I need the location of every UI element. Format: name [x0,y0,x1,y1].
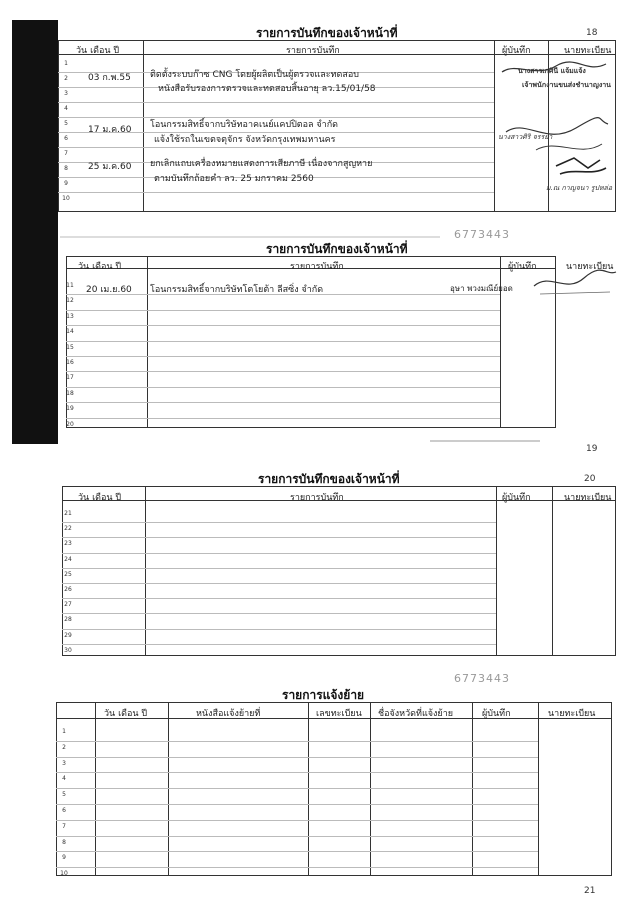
section-title: รายการบันทึกของเจ้าหน้าที่ [258,472,400,486]
signature-text: นางสาวเกศินี แจ้มแจ้ง [518,67,586,75]
header-record: รายการบันทึก [290,493,344,503]
row-number: 15 [66,343,74,351]
row-number: 6 [64,135,68,142]
row-divider [66,341,500,342]
entry-line: โอนกรรมสิทธิ์จากบริษัทโตโยต้า ลีสซิ่ง จำกัด [150,285,324,295]
entry-line: ยกเลิกแถบเครื่องหมายแสดงการเสียภาษี เนื่องจากสูญหาย [150,159,373,169]
row-number: 27 [64,601,72,609]
header-date: วัน เดือน ปี [78,262,122,272]
entry-line: หนังสือรับรองการตรวจและทดสอบสิ้นอายุ ลว.15/01/58 [158,84,376,94]
page-number: 19 [586,444,598,454]
section-title: รายการแจ้งย้าย [282,688,365,702]
row-divider [66,310,500,311]
entry-date: 25 ม.ค.60 [88,162,132,172]
row-divider [58,192,494,193]
row-divider [66,325,500,326]
redaction-bar [12,20,58,444]
header-province: ชื่อจังหวัดที่แจ้งย้าย [378,709,454,719]
row-number: 8 [64,165,68,172]
row-number: 13 [66,312,74,320]
row-number: 4 [62,775,66,783]
header-registrar: นายทะเบียน [566,262,614,272]
row-number: 29 [64,631,72,639]
signature-text: เจ้าพนักงานขนส่งชำนาญงาน [522,81,611,89]
row-number: 1 [64,60,68,67]
section-title: รายการบันทึกของเจ้าหน้าที่ [266,242,408,256]
row-divider [62,553,496,554]
row-divider [56,867,538,868]
header-recorder: ผู้บันทึก [502,46,531,56]
entry-date: 03 ก.พ.55 [88,73,131,83]
row-divider [56,757,538,758]
row-number: 5 [64,120,68,127]
header-record: รายการบันทึก [286,46,340,56]
row-number: 20 [66,420,74,428]
row-number: 24 [64,555,72,563]
row-number: 26 [64,586,72,593]
row-divider [62,583,496,584]
row-divider [56,836,538,837]
row-divider [58,102,494,103]
signature-text: ม.ณ กาญจนา รูปหล่อ [546,184,613,192]
row-number: 12 [66,297,74,305]
row-number: 11 [66,282,74,289]
page-number: 20 [584,474,596,484]
row-number: 19 [66,405,74,413]
row-number: 16 [66,359,74,366]
row-number: 3 [64,90,68,97]
section-title: รายการบันทึกของเจ้าหน้าที่ [256,26,398,40]
row-number: 1 [62,728,66,735]
row-number: 2 [64,75,68,82]
row-divider [56,851,538,852]
row-number: 6 [62,807,66,814]
row-number: 9 [64,180,68,187]
page-number: 21 [584,886,596,896]
header-registrar: นายทะเบียน [564,46,612,56]
row-divider [66,387,500,388]
row-divider [66,371,500,372]
row-divider [56,772,538,773]
row-divider [62,522,496,523]
row-number: 28 [64,616,72,624]
stamp-number: 6773443 [454,672,510,685]
row-divider [66,402,500,403]
header-recorder: ผู้บันทึก [482,709,511,719]
page-number: 18 [586,28,598,38]
header-regno: เลขทะเบียน [316,709,362,719]
row-divider [62,598,496,599]
row-divider [62,644,496,645]
row-divider [56,804,538,805]
row-number: 25 [64,570,72,578]
row-number: 7 [64,150,68,157]
row-divider [56,820,538,821]
recorder-name: อุษา พวงมณีย์ยอด [450,284,513,293]
row-number: 14 [66,328,74,336]
row-divider [58,147,494,148]
row-number: 22 [64,525,72,533]
row-divider [66,356,500,357]
entry-line: แจ้งใช้รถในเขตจตุจักร จังหวัดกรุงเทพมหานคร [154,135,336,145]
signature-text: นางสาวศิริ จรรยา [498,133,553,141]
row-number: 5 [62,791,66,799]
row-number: 4 [64,105,68,112]
entry-date: 20 เม.ย.60 [86,285,132,295]
header-registrar: นายทะเบียน [564,493,612,503]
row-number: 10 [62,195,70,202]
row-number: 8 [62,838,66,846]
row-divider [62,629,496,630]
row-number: 7 [62,822,66,830]
signature-scribbles [530,266,620,300]
signature-scribbles [496,58,614,198]
entry-line: ตามบันทึกถ้อยคำ ลว. 25 มกราคม 2560 [154,174,314,184]
row-divider [56,741,538,742]
row-divider [62,537,496,538]
header-date: วัน เดือน ปี [78,493,122,503]
header-notice: หนังสือแจ้งย้ายที่ [196,709,261,719]
row-divider [56,788,538,789]
row-divider [66,418,500,419]
row-divider [62,568,496,569]
row-number: 18 [66,389,74,397]
stamp-number: 6773443 [454,228,510,241]
entry-date: 17 ม.ค.60 [88,125,132,135]
header-record: รายการบันทึก [290,262,344,272]
row-number: 2 [62,743,66,751]
row-number: 3 [62,759,66,767]
entry-line: โอนกรรมสิทธิ์จากบริษัทอาคเนย์แคปปิตอล จำกัด [150,120,339,130]
row-divider [62,613,496,614]
header-recorder: ผู้บันทึก [502,493,531,503]
row-number: 17 [66,374,74,382]
header-date: วัน เดือน ปี [76,46,120,56]
header-registrar: นายทะเบียน [548,709,596,719]
row-number: 21 [64,510,72,517]
header-recorder: ผู้บันทึก [508,262,537,272]
row-number: 10 [60,870,68,878]
row-number: 23 [64,540,72,548]
row-number: 30 [64,646,72,654]
header-date: วัน เดือน ปี [104,709,148,719]
row-number: 9 [62,854,66,862]
entry-line: ติดตั้งระบบก๊าซ CNG โดยผู้ผลิตเป็นผู้ตรวจและทดสอบ [150,70,359,80]
